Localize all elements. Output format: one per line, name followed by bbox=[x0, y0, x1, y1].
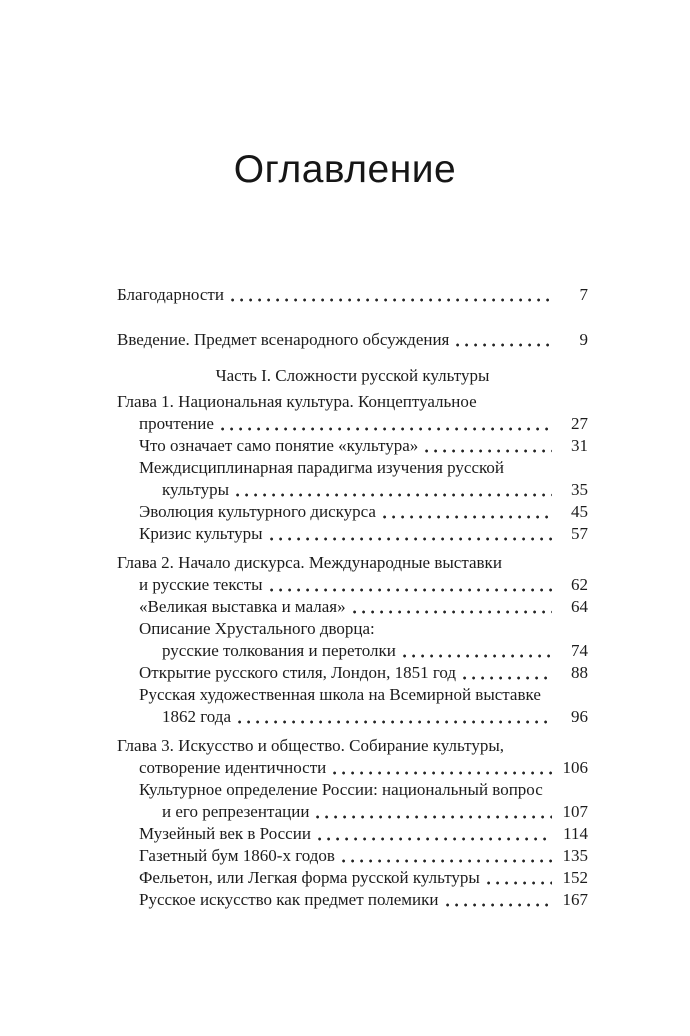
dot-leader bbox=[238, 720, 552, 724]
toc-entry-line bbox=[117, 757, 588, 779]
toc-entry bbox=[117, 823, 588, 845]
entry-title-text: Музейный век в России bbox=[139, 824, 311, 843]
entry-page-number: 9 bbox=[579, 330, 588, 349]
dot-leader bbox=[221, 427, 552, 431]
dot-leader bbox=[456, 343, 552, 347]
toc-entry bbox=[117, 845, 588, 867]
dot-leader bbox=[342, 859, 552, 863]
entry-page-number: 45 bbox=[571, 502, 588, 521]
entry-title-text: Глава 2. Начало дискурса. Международные выставки bbox=[117, 553, 502, 572]
toc-entry bbox=[117, 889, 588, 911]
toc-entry bbox=[117, 552, 588, 596]
dot-leader bbox=[236, 493, 552, 497]
toc-entry-line bbox=[117, 284, 588, 306]
page-title: Оглавление bbox=[233, 148, 457, 191]
entry-page-number: 106 bbox=[562, 758, 588, 777]
entry-page-number: 35 bbox=[571, 480, 588, 499]
entry-title-text: Введение. Предмет всенародного обсуждения bbox=[117, 330, 450, 349]
toc-entry bbox=[117, 523, 588, 545]
dot-leader bbox=[463, 676, 552, 680]
entry-title-text: Кризис культуры bbox=[139, 524, 263, 543]
toc-entry bbox=[117, 618, 588, 662]
dot-leader bbox=[487, 881, 552, 885]
toc-entry-line bbox=[117, 329, 588, 351]
toc-entry-line bbox=[117, 391, 588, 413]
toc-entry bbox=[117, 867, 588, 889]
toc-entry-line bbox=[117, 845, 588, 867]
toc-entry-line bbox=[117, 735, 588, 757]
entry-title-text: Фельетон, или Легкая форма русской культуры bbox=[139, 868, 480, 887]
toc-entry-line bbox=[117, 779, 588, 801]
toc-entry bbox=[117, 735, 588, 779]
toc-entry-line bbox=[117, 889, 588, 911]
entry-title-text: русские толкования и перетолки bbox=[162, 641, 396, 660]
entry-title-text: культуры bbox=[162, 480, 229, 499]
toc-entry-line bbox=[117, 501, 588, 523]
toc-entry bbox=[117, 435, 588, 457]
toc-entry-line bbox=[117, 706, 588, 728]
entry-page-number: 64 bbox=[571, 597, 588, 616]
entry-title-text: Эволюция культурного дискурса bbox=[139, 502, 376, 521]
toc-entry bbox=[117, 501, 588, 523]
entry-title-text: Культурное определение России: национальный вопрос bbox=[139, 780, 543, 799]
entry-title-text: прочтение bbox=[139, 414, 214, 433]
entry-title-text: Открытие русского стиля, Лондон, 1851 год bbox=[139, 663, 457, 682]
entry-title-text: Что означает само понятие «культура» bbox=[139, 436, 419, 455]
section-heading: Часть I. Сложности русской культуры bbox=[215, 366, 490, 385]
entry-page-number: 27 bbox=[571, 414, 588, 433]
toc-entry bbox=[117, 457, 588, 501]
entry-page-number: 96 bbox=[571, 707, 588, 726]
dot-leader bbox=[270, 588, 552, 592]
entry-title-text: Глава 3. Искусство и общество. Собирание культуры, bbox=[117, 736, 504, 755]
dot-leader bbox=[383, 515, 552, 519]
dot-leader bbox=[270, 537, 552, 541]
toc-entry-line bbox=[117, 523, 588, 545]
toc-entry-line bbox=[117, 801, 588, 823]
toc-entry-line bbox=[117, 574, 588, 596]
dot-leader bbox=[446, 903, 552, 907]
entry-title-text: Газетный бум 1860-х годов bbox=[139, 846, 335, 865]
toc-entry-line bbox=[117, 867, 588, 889]
entry-title-text: Междисциплинарная парадигма изучения русской bbox=[139, 458, 505, 477]
entry-page-number: 135 bbox=[562, 846, 588, 865]
dot-leader bbox=[316, 815, 552, 819]
entry-title-text: Благодарности bbox=[117, 285, 224, 304]
entry-page-number: 152 bbox=[562, 868, 588, 887]
toc-entry-line bbox=[117, 662, 588, 684]
dot-leader bbox=[231, 298, 552, 302]
entry-page-number: 74 bbox=[571, 641, 588, 660]
entry-title-text: «Великая выставка и малая» bbox=[139, 597, 346, 616]
toc-entry-line bbox=[117, 435, 588, 457]
toc-entry-line bbox=[117, 413, 588, 435]
entry-title-text: Русское искусство как предмет полемики bbox=[139, 890, 439, 909]
toc-entry bbox=[117, 391, 588, 435]
dot-leader bbox=[425, 449, 552, 453]
toc-entry-line bbox=[117, 640, 588, 662]
toc-entry-line bbox=[117, 479, 588, 501]
entry-page-number: 88 bbox=[571, 663, 588, 682]
entry-page-number: 57 bbox=[571, 524, 588, 543]
entry-title-text: и русские тексты bbox=[139, 575, 263, 594]
entry-page-number: 62 bbox=[571, 575, 588, 594]
toc-entry bbox=[117, 284, 588, 306]
toc-entry-line bbox=[117, 684, 588, 706]
entry-page-number: 31 bbox=[571, 436, 588, 455]
toc-entry-line bbox=[117, 618, 588, 640]
toc-entries bbox=[0, 284, 690, 911]
toc-entry bbox=[117, 596, 588, 618]
toc-entry-line bbox=[117, 596, 588, 618]
dot-leader bbox=[353, 610, 552, 614]
toc-entry bbox=[117, 779, 588, 823]
dot-leader bbox=[318, 837, 552, 841]
entry-page-number: 167 bbox=[562, 890, 588, 909]
entry-title-text: Глава 1. Национальная культура. Концептуальное bbox=[117, 392, 477, 411]
entry-title-text: Русская художественная школа на Всемирной выставке bbox=[139, 685, 541, 704]
toc-entry-line bbox=[117, 823, 588, 845]
toc-entry bbox=[117, 662, 588, 684]
toc-entry-line bbox=[117, 552, 588, 574]
toc-entry bbox=[117, 329, 588, 351]
entry-title-text: и его репрезентации bbox=[162, 802, 310, 821]
dot-leader bbox=[403, 654, 552, 658]
toc-entry bbox=[117, 684, 588, 728]
entry-page-number: 107 bbox=[562, 802, 588, 821]
entry-title-text: Описание Хрустального дворца: bbox=[139, 619, 375, 638]
entry-page-number: 7 bbox=[579, 285, 588, 304]
toc-entry-line bbox=[117, 457, 588, 479]
dot-leader bbox=[333, 771, 552, 775]
entry-title-text: сотворение идентичности bbox=[139, 758, 327, 777]
entry-title-text: 1862 года bbox=[162, 707, 232, 726]
entry-page-number: 114 bbox=[563, 824, 588, 843]
